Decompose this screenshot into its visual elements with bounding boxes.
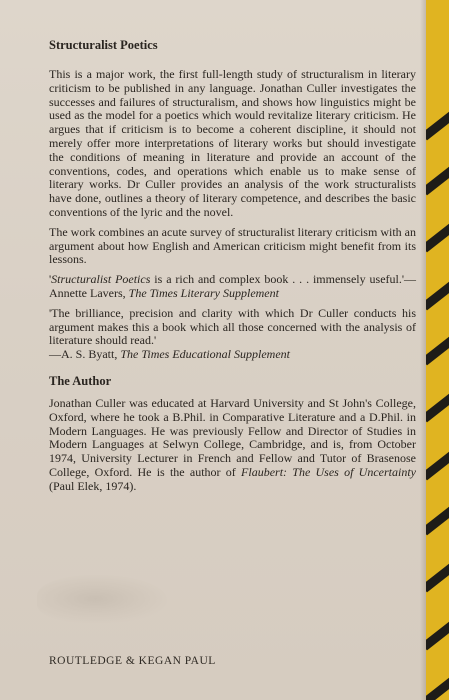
quote-source: The Times Educational Supplement (120, 347, 290, 362)
spine-stripe (426, 561, 449, 593)
book-title-heading: Structuralist Poetics (49, 38, 158, 52)
spine-stripe (426, 279, 449, 311)
author-bio-text: Jonathan Culler was educated at Harvard University and St John's College, Oxford, where he took a B.Phil. in Comparative Literature and a D.Phil. in Modern Languages. He was previously Fellow and Director of Studies in Modern Languages at Selwyn College, Cambridge, and is, from October 1974, University Lecturer in French and Fellow and Tutor of Brasenose College, Oxford. He is the author of (49, 395, 416, 479)
spine-stripe (426, 449, 449, 481)
author-bio-tail: (Paul Elek, 1974). (49, 478, 137, 493)
review-quote-byatt (49, 307, 416, 362)
spine-stripe (426, 109, 449, 141)
author-heading: The Author (49, 373, 112, 388)
spine-stripe (426, 334, 449, 366)
quote-open: ' (49, 272, 52, 287)
blurb-column (49, 38, 416, 500)
publisher-name: ROUTLEDGE & KEGAN PAUL (49, 655, 216, 667)
spine-strip (426, 0, 449, 700)
spine-stripe (426, 619, 449, 651)
summary-paragraph: The work combines an acute survey of structuralist literary criticism with an argument about how English and American criticism might benefit from its lessons. (49, 224, 416, 267)
spine-stripe (426, 391, 449, 423)
quote-text: is a rich and complex book . . . immensely useful.'—Annette Lavers, (49, 272, 417, 300)
author-book-title: Flaubert: The Uses of Uncertainty (241, 464, 416, 479)
spine-stripe (426, 675, 449, 700)
spine-stripe (426, 504, 449, 536)
quote-attribution: —A. S. Byatt, (49, 347, 121, 362)
review-quote-lavers (49, 273, 416, 301)
author-bio (49, 397, 416, 494)
description-paragraph: This is a major work, the first full-length study of structuralism in literary criticism to be published in any language. Jonathan Culler investigates the successes and failures of structuralism, and shows how linguistics might be used as the model for a poetics which would revitalize literary criticism. He argues that if criticism is to become a coherent discipline, it should not merely offer more interpretations of literary works but should investigate the conditions of meaning in literature and provide an account of the conventions, codes, and operations which enable us to make sense of literary works. Dr Culler provides an analysis of the work structuralists have done, outlines a theory of literary competence, and describes the basic conventions of the lyric and the novel. (49, 67, 416, 219)
spine-stripe (426, 221, 449, 253)
spine-stripe (426, 164, 449, 196)
quote-text: 'The brilliance, precision and clarity with which Dr Culler conducts his argument makes this a book which all those concerned with the analysis of literature should read.' (49, 305, 416, 348)
quoted-book-title: Structuralist Poetics (51, 272, 151, 287)
paper-stain (37, 575, 167, 623)
quote-source: The Times Literary Supplement (128, 285, 279, 300)
